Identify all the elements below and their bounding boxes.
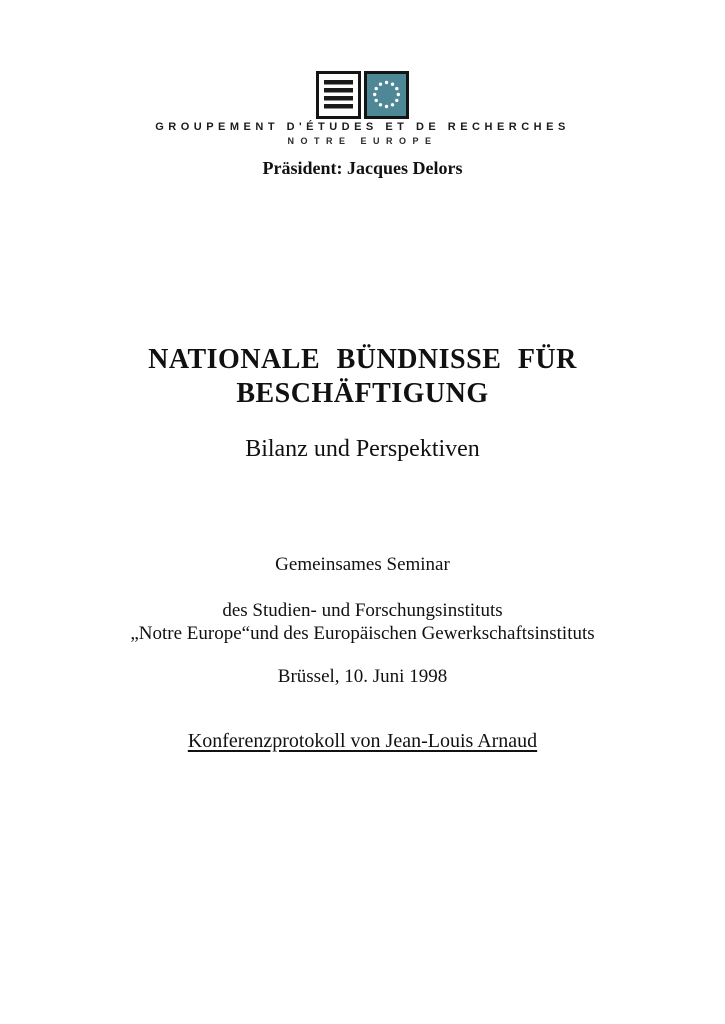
- document-title: [0, 343, 725, 411]
- seminar-heading: Gemeinsames Seminar: [275, 554, 450, 575]
- organisation-name: GROUPEMENT D'ÉTUDES ET DE RECHERCHES: [155, 121, 570, 133]
- document-lines-icon: [316, 71, 361, 119]
- seminar-date: Brüssel, 10. Juni 1998: [277, 666, 448, 687]
- notre-europe-logo: [0, 71, 725, 119]
- organisation-subname: NOTRE EUROPE: [287, 136, 438, 146]
- document-title-line2: BESCHÄFTIGUNG: [236, 378, 489, 409]
- seminar-organisers-line2: „Notre Europe“und des Europäischen Gewerkschaftsinstituts: [130, 623, 595, 644]
- document-title-line1: NATIONALE BÜNDNISSE FÜR: [148, 344, 577, 375]
- protocol-author-line: [0, 730, 725, 753]
- seminar-organisers-line1: des Studien- und Forschungsinstituts: [222, 600, 503, 621]
- seminar-organisers: [0, 599, 725, 645]
- eu-stars-icon: [364, 71, 409, 119]
- protocol-author-text: Konferenzprotokoll von Jean-Louis Arnaud: [187, 730, 538, 752]
- document-subtitle: Bilanz und Perspektiven: [245, 436, 480, 462]
- president-line: Präsident: Jacques Delors: [262, 158, 463, 178]
